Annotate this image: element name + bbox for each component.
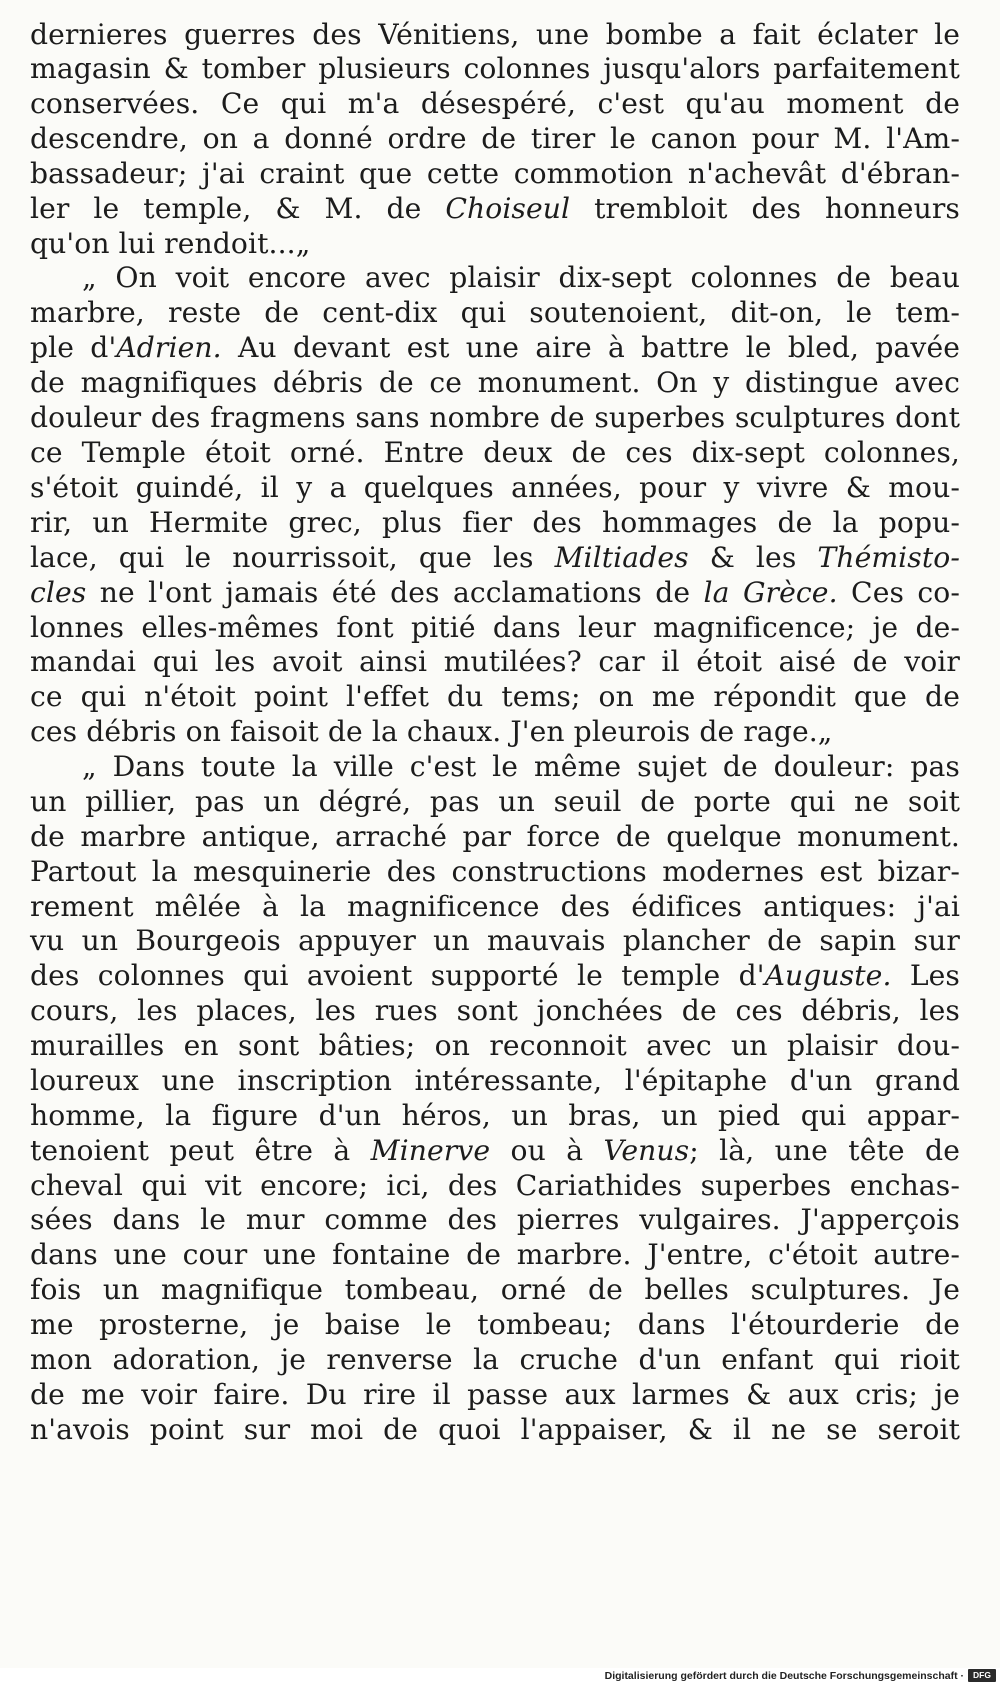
- text-line: [30, 190, 960, 228]
- line-text: Partout la mesquinerie des constructions modernes est bizar-: [30, 855, 960, 888]
- line-text: des colonnes qui avoient supporté le temple d': [30, 959, 765, 992]
- line-text: loureux une inscription intéressante, l'épitaphe d'un grand: [30, 1064, 960, 1097]
- text-line: [30, 992, 960, 1030]
- line-text: s'étoit guindé, il y a quelques années, pour y vivre & mou-: [30, 471, 960, 504]
- text-line: [30, 1132, 960, 1170]
- line-text: lace, qui le nourrissoit, que les: [30, 541, 555, 574]
- line-text: ou à: [490, 1134, 604, 1167]
- text-line: [30, 1201, 960, 1239]
- italic-text: Adrien.: [116, 331, 222, 364]
- text-line: [30, 957, 960, 995]
- line-text: sées dans le mur comme des pierres vulgaires. J'apperçois: [30, 1203, 960, 1236]
- text-line: [30, 16, 960, 54]
- line-text: ce qui n'étoit point l'effet du tems; on me répondit que de: [30, 680, 960, 713]
- text-line: [30, 1167, 960, 1205]
- text-line: [30, 50, 960, 88]
- text-line: [30, 1271, 960, 1309]
- line-text: me prosterne, je baise le tombeau; dans l'étourderie de: [30, 1308, 960, 1341]
- line-text: murailles en sont bâties; on reconnoit avec un plaisir dou-: [30, 1029, 960, 1062]
- line-text: mandai qui les avoit ainsi mutilées? car il étoit aisé de voir: [30, 645, 960, 678]
- text-line: [30, 469, 960, 507]
- text-line: [30, 748, 960, 786]
- text-line: [30, 85, 960, 123]
- line-text: ne l'ont jamais été des acclamations de: [86, 576, 704, 609]
- footer-credit: Digitalisierung gefördert durch die Deutsche Forschungsgemeinschaft ·: [604, 1670, 964, 1682]
- line-text: Ces co-: [837, 576, 961, 609]
- text-line: [30, 888, 960, 926]
- text-line: [30, 364, 960, 402]
- footer: [0, 1668, 1000, 1684]
- line-text: „ Dans toute la ville c'est le même sujet de douleur: pas: [82, 750, 960, 783]
- line-text: de magnifiques débris de ce monument. On y distingue avec: [30, 366, 960, 399]
- text-line: [30, 539, 960, 577]
- line-text: mon adoration, je renverse la cruche d'un enfant qui rioit: [30, 1343, 960, 1376]
- line-text: bassadeur; j'ai craint que cette commotion n'achevât d'ébran-: [30, 157, 960, 190]
- line-text: Les: [891, 959, 960, 992]
- text-line: [30, 399, 960, 437]
- text-line: [30, 294, 960, 332]
- text-line: [30, 1097, 960, 1135]
- text-line: [30, 713, 960, 751]
- italic-text: Miltiades: [554, 541, 689, 574]
- line-text: dans une cour une fontaine de marbre. J'entre, c'étoit autre-: [30, 1238, 960, 1271]
- line-text: rement mêlée à la magnificence des édifices antiques: j'ai: [30, 890, 960, 923]
- line-text: magasin & tomber plusieurs colonnes jusqu'alors parfaitement: [30, 52, 960, 85]
- line-text: tenoient peut être à: [30, 1134, 371, 1167]
- italic-text: Minerve: [370, 1134, 491, 1167]
- line-text: cours, les places, les rues sont jonchées de ces débris, les: [30, 994, 960, 1027]
- line-text: rir, un Hermite grec, plus fier des hommages de la popu-: [30, 506, 960, 539]
- text-line: [30, 329, 960, 367]
- line-text: douleur des fragmens sans nombre de superbes sculptures dont: [30, 401, 960, 434]
- text-line: [30, 1411, 960, 1449]
- text-column: [30, 0, 960, 1668]
- text-line: [30, 643, 960, 681]
- line-text: de marbre antique, arraché par force de quelque monument.: [30, 820, 960, 853]
- line-text: Au devant est une aire à battre le bled, pavée: [221, 331, 961, 364]
- line-text: ce Temple étoit orné. Entre deux de ces dix-sept colonnes,: [30, 436, 960, 469]
- text-line: [30, 609, 960, 647]
- line-text: ple d': [30, 331, 117, 364]
- line-text: ; là, une tête de: [689, 1134, 960, 1167]
- text-line: [30, 678, 960, 716]
- line-text: homme, la figure d'un héros, un bras, un pied qui appar-: [30, 1099, 960, 1132]
- line-text: dernieres guerres des Vénitiens, une bombe a fait éclater le: [30, 18, 960, 51]
- text-line: [30, 120, 960, 158]
- line-text: de me voir faire. Du rire il passe aux larmes & aux cris; je: [30, 1378, 960, 1411]
- text-line: [30, 1236, 960, 1274]
- line-text: „ On voit encore avec plaisir dix-sept colonnes de beau: [82, 261, 960, 294]
- text-line: [30, 1027, 960, 1065]
- text-line: [30, 1306, 960, 1344]
- text-line: [30, 853, 960, 891]
- text-line: [30, 155, 960, 193]
- line-text: marbre, reste de cent-dix qui soutenoient, dit-on, le tem-: [30, 296, 960, 329]
- italic-text: la Grèce.: [703, 576, 838, 609]
- text-line: [30, 434, 960, 472]
- italic-text: Venus: [603, 1134, 690, 1167]
- dfg-logo: DFG: [968, 1669, 996, 1682]
- line-text: ces débris on faisoit de la chaux. J'en pleurois de rage.„: [30, 715, 833, 748]
- italic-text: cles: [30, 576, 87, 609]
- text-line: [30, 783, 960, 821]
- line-text: lonnes elles-mêmes font pitié dans leur magnificence; je de-: [30, 611, 960, 644]
- text-line: [30, 259, 960, 297]
- line-text: cheval qui vit encore; ici, des Cariathides superbes enchas-: [30, 1169, 960, 1202]
- text-line: [30, 574, 960, 612]
- text-line: [30, 922, 960, 960]
- line-text: trembloit des honneurs: [570, 192, 960, 225]
- line-text: qu'on lui rendoit...„: [30, 227, 311, 260]
- line-text: n'avois point sur moi de quoi l'appaiser, & il ne se seroit: [30, 1413, 960, 1446]
- italic-text: Thémisto-: [817, 541, 960, 574]
- line-text: un pillier, pas un dégré, pas un seuil de porte qui ne soit: [30, 785, 960, 818]
- text-line: [30, 1062, 960, 1100]
- text-line: [30, 225, 960, 263]
- text-line: [30, 1376, 960, 1414]
- line-text: vu un Bourgeois appuyer un mauvais plancher de sapin sur: [30, 924, 960, 957]
- line-text: conservées. Ce qui m'a désespéré, c'est qu'au moment de: [30, 87, 960, 120]
- italic-text: Choiseul: [445, 192, 571, 225]
- line-text: ler le temple, & M. de: [30, 192, 446, 225]
- line-text: fois un magnifique tombeau, orné de belles sculptures. Je: [30, 1273, 960, 1306]
- text-line: [30, 504, 960, 542]
- text-line: [30, 1341, 960, 1379]
- text-line: [30, 818, 960, 856]
- line-text: & les: [688, 541, 818, 574]
- italic-text: Auguste.: [764, 959, 892, 992]
- line-text: descendre, on a donné ordre de tirer le canon pour M. l'Am-: [30, 122, 960, 155]
